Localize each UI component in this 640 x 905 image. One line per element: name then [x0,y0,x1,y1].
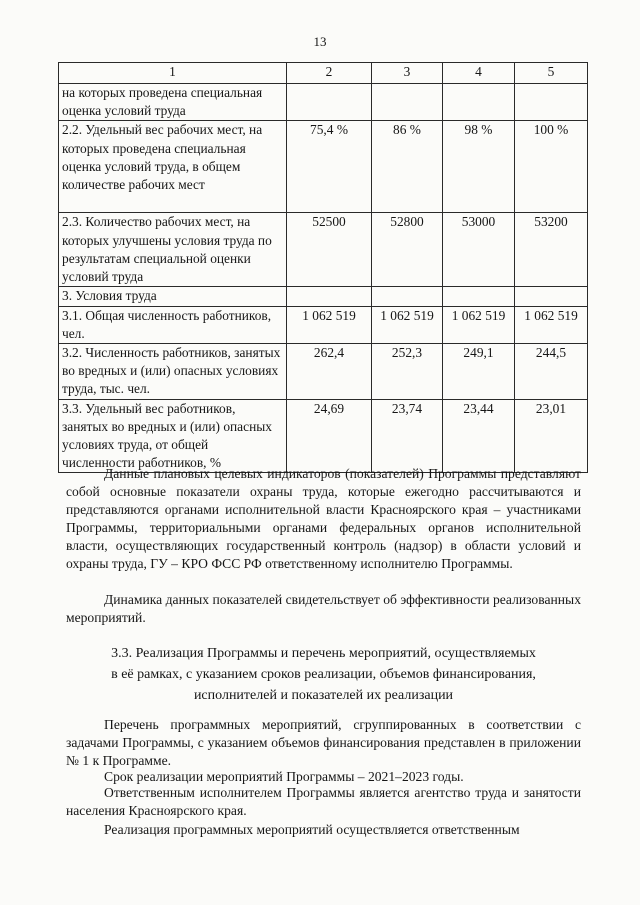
row-value: 100 % [515,121,588,213]
paragraph [66,465,581,573]
row-value: 1 062 519 [287,306,372,343]
table-row [59,399,588,473]
paragraph-text: Срок реализации мероприятий Программы – 2021–2023 годы. [104,769,464,784]
table-row [59,344,588,400]
paragraph [66,716,581,770]
page-number: 13 [313,34,327,49]
section-heading [66,643,581,706]
row-value: 53000 [443,213,515,287]
row-value: 52500 [287,213,372,287]
row-label: на которых проведена специальная оценка условий труда [59,84,287,121]
table-row [59,287,588,306]
row-value [443,287,515,306]
row-value [443,84,515,121]
paragraph-text: Ответственным исполнителем Программы является агентство труда и занятости населения Красноярского края. [66,785,581,818]
paragraph-text: Данные плановых целевых индикаторов (показателей) Программы представляют собой основные показатели охраны труда, которые ежегодно рассчитываются и представляются органами исполнительной власти Красноярского края – участниками Программы, территориальными органами федеральных органов исполнительной власти, осуществляющих государственный контроль (надзор) в области условий и охраны труда, ГУ – КРО ФСС РФ ответственному исполнителю Программы. [66,466,581,571]
row-value: 23,74 [372,399,443,473]
row-value: 1 062 519 [372,306,443,343]
table-header-row [59,63,588,84]
indicators-table [58,62,588,473]
header-cell: 3 [372,63,443,84]
row-label: 3.2. Численность работников, занятых во вредных и (или) опасных условиях труда, тыс. чел. [59,344,287,400]
row-value: 249,1 [443,344,515,400]
row-value: 23,44 [443,399,515,473]
header-cell: 2 [287,63,372,84]
row-label: 3.1. Общая численность работников, чел. [59,306,287,343]
row-value: 252,3 [372,344,443,400]
row-value: 98 % [443,121,515,213]
row-value: 244,5 [515,344,588,400]
paragraph [66,784,581,820]
row-value: 53200 [515,213,588,287]
row-label: 3.3. Удельный вес работников, занятых во вредных и (или) опасных условиях труда, от общей численности работников, % [59,399,287,473]
paragraph [66,591,581,627]
paragraph-text: Реализация программных мероприятий осуществляется ответственным [104,822,520,837]
table-row [59,84,588,121]
row-value: 75,4 % [287,121,372,213]
row-value: 52800 [372,213,443,287]
table-row [59,213,588,287]
row-value: 1 062 519 [515,306,588,343]
section-heading-line: исполнителей и показателей их реализации [193,688,454,703]
paragraph [66,821,581,839]
row-value: 86 % [372,121,443,213]
row-value [515,287,588,306]
row-value: 1 062 519 [443,306,515,343]
row-label: 3. Условия труда [59,287,287,306]
table-row [59,306,588,343]
row-value [287,287,372,306]
header-cell: 5 [515,63,588,84]
section-heading-line: 3.3. Реализация Программы и перечень мероприятий, осуществляемых [111,646,536,661]
table-row [59,121,588,213]
paragraph-text: Динамика данных показателей свидетельствует об эффективности реализованных мероприятий. [66,592,581,625]
paragraph-text: Перечень программных мероприятий, сгруппированных в соответствии с задачами Программы, с указанием объемов финансирования представлен в приложении № 1 к Программе. [66,717,581,768]
row-value [515,84,588,121]
row-label: 2.2. Удельный вес рабочих мест, на которых проведена специальная оценка условий труда, в общем количестве рабочих мест [59,121,287,213]
header-cell: 4 [443,63,515,84]
row-value: 24,69 [287,399,372,473]
row-value [372,287,443,306]
row-label: 2.3. Количество рабочих мест, на которых улучшены условия труда по результатам специальной оценки условий труда [59,213,287,287]
section-heading-line: в её рамках, с указанием сроков реализации, объемов финансирования, [111,667,536,682]
row-value [287,84,372,121]
row-value [372,84,443,121]
header-cell: 1 [59,63,287,84]
row-value: 23,01 [515,399,588,473]
row-value: 262,4 [287,344,372,400]
